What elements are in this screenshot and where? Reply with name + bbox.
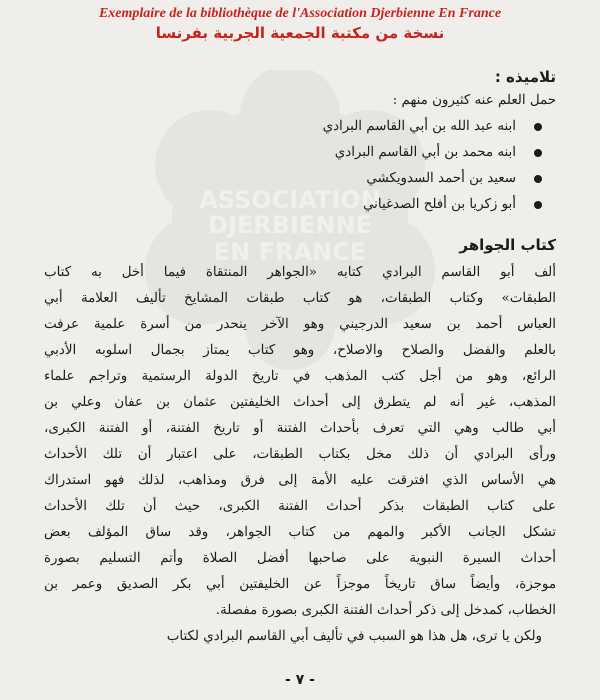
paragraph-line: تشكل الجانب الأكبر والمهم من كتاب الجواهر، وقد ساق المؤلف بعض (44, 525, 556, 540)
paragraph-line: العباس أحمد بن سعيد الدرجيني وهو الآخر ينحدر من أسرة علمية عرفت (44, 317, 556, 332)
paragraph-line: أحداث السيرة النبوية على صاحبها أفضل الصلاة وأتم التسليم بصورة (44, 551, 556, 566)
book-heading: كتاب الجواهر (459, 236, 556, 254)
list-item: ابنه عبد الله بن أبي القاسم البرادي (44, 114, 556, 140)
paragraph-line: هي الأساس الذي افترقت عليه الأمة إلى فرق ومذاهب، لذلك فهو استدراك (44, 473, 556, 488)
library-stamp-french: Exemplaire de la bibliothèque de l'Association Djerbienne En France (98, 6, 502, 21)
book-paragraph (44, 260, 556, 624)
watermark-line-3: EN FRANCE (213, 238, 367, 266)
paragraph-line: المذهب، غير أنه لم يتطرق إلى أحداث الخليفتين عثمان بن عفان وعلي بن (44, 395, 556, 410)
paragraph-line: بالعلم والفضل والصلاح والاصلاح، وهو كتاب يمتاز بجمال اسلوبه الأدبي (44, 343, 556, 358)
paragraph-line: ورأى البرادي أن ذلك مخل بكتاب الطبقات، على اعتبار أن تلك الأحداث (44, 447, 556, 462)
paragraph-line: أبي طالب وهي التي تعرف بأحداث الفتنة أو تاريخ الفتنة، أو الفتنة الكبرى، (44, 421, 556, 436)
paragraph-line: الرائع، وهو من أجل كتب المذهب في تاريخ الدولة الرستمية وتراجم علماء (44, 369, 556, 384)
students-intro: حمل العلم عنه كثيرون منهم : (392, 93, 556, 108)
bullet-icon (534, 149, 542, 157)
students-list (44, 114, 556, 218)
list-item: أبو زكريا بن أفلح الصدغياني (44, 192, 556, 218)
page-number: - ٧ - (285, 672, 315, 688)
bullet-icon (534, 175, 542, 183)
watermark-line-2: DJERBIENNE (208, 211, 372, 239)
paragraph-line: موجزة، وأيضاً ساق تاريخاً موجزاً عن الخليفتين أبي بكر الصديق وعمر بن (44, 577, 556, 592)
paragraph-2-line: ولكن يا ترى، هل هذا هو السبب في تأليف أبي القاسم البرادي لكتاب (166, 629, 542, 644)
page-body (44, 58, 556, 650)
list-item: ابنه محمد بن أبي القاسم البرادي (44, 140, 556, 166)
paragraph-line: ألف أبو القاسم البرادي كتابه «الجواهر المنتقاة فيما أخل به كتاب (44, 265, 556, 280)
library-stamp-arabic: نسخة من مكتبة الجمعية الجربية بفرنسا (155, 24, 445, 42)
students-heading: تلاميذه : (494, 68, 556, 86)
list-item: سعيد بن أحمد السدويكشي (44, 166, 556, 192)
paragraph-line: الخطاب، كمدخل إلى ذكر أحداث الفتنة الكبرى بصورة مفصلة. (215, 603, 556, 618)
bullet-icon (534, 201, 542, 209)
watermark-line-1: ASSOCIATION (199, 186, 381, 214)
paragraph-line: على كتاب الطبقات بذكر أحداث الفتنة الكبرى، حيث أن تلك الأحداث (44, 499, 556, 514)
bullet-icon (534, 123, 542, 131)
paragraph-line: الطبقات» وكتاب الطبقات، هو كتاب طبقات المشايخ تأليف العلامة أبي (44, 291, 556, 306)
